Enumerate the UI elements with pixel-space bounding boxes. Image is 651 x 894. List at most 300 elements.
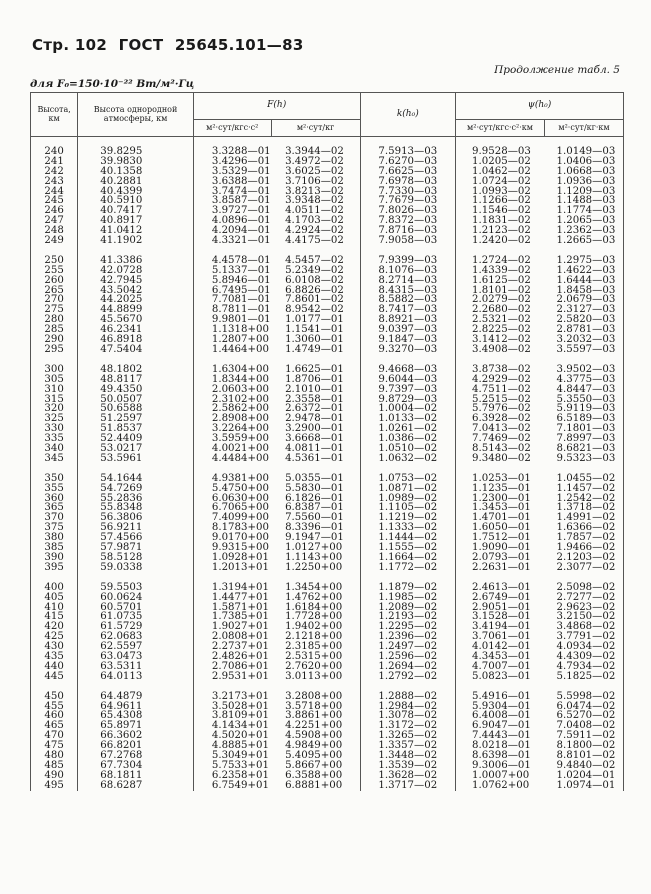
table-cell: 335	[31, 434, 78, 444]
table-cell: 5.0355—01	[271, 474, 360, 484]
table-cell: 1.2250+00	[271, 563, 360, 573]
table-cell: 295	[31, 345, 78, 355]
table-cell: 1.6304+00	[193, 365, 271, 375]
table-cell: 1.0462—02	[456, 167, 545, 177]
table-cell: 2.9623—02	[545, 603, 624, 613]
table-cell: 3.2173+01	[193, 692, 271, 702]
table-cell: 5.7976—02	[456, 404, 545, 414]
table-cell: 1.3453—01	[456, 503, 545, 513]
table-cell: 1.1333—02	[360, 523, 456, 533]
table-cell: 8.1800—02	[545, 741, 624, 751]
table-cell: 1.2596—02	[360, 652, 456, 662]
table-cell: 1.7512—01	[456, 533, 545, 543]
table-cell: 4.0934—02	[545, 642, 624, 652]
table-cell: 445	[31, 672, 78, 682]
table-cell: 7.5913—03	[360, 147, 456, 157]
table-cell: 40.7417	[78, 206, 194, 216]
table-cell: 7.5911—02	[545, 731, 624, 741]
table-cell: 1.0724—02	[456, 177, 545, 187]
table-cell: 67.7304	[78, 761, 194, 771]
table-cell: 1.0993—02	[456, 187, 545, 197]
table-cell: 2.1203—02	[545, 553, 624, 563]
table-cell: 3.5959+00	[193, 434, 271, 444]
table-cell: 425	[31, 632, 78, 642]
table-cell: 64.4879	[78, 692, 194, 702]
table-cell: 6.0108—02	[271, 276, 360, 286]
col-height: Высота, км	[31, 93, 78, 137]
table-cell: 50.6588	[78, 404, 194, 414]
table-cell: 7.1801—03	[545, 424, 624, 434]
table-cell: 4.7511—02	[456, 385, 545, 395]
table-cell: 3.5597—03	[545, 345, 624, 355]
table-cell: 6.8881+00	[271, 781, 360, 791]
table-header	[31, 93, 624, 137]
table-cell: 57.4566	[78, 533, 194, 543]
table-cell: 1.9466—02	[545, 543, 624, 553]
table-cell: 350	[31, 474, 78, 484]
table-cell: 3.8738—02	[456, 365, 545, 375]
table-cell: 8.6821—03	[545, 444, 624, 454]
table-cell: 9.0397—03	[360, 325, 456, 335]
page-header	[32, 36, 310, 54]
table-cell: 1.3718—02	[545, 503, 624, 513]
table-cell: 56.9211	[78, 523, 194, 533]
table-cell: 9.9528—03	[456, 147, 545, 157]
table-cell: 56.3806	[78, 513, 194, 523]
col-psi: ψ(h₀)	[456, 93, 624, 120]
table-cell: 3.9502—03	[545, 365, 624, 375]
table-cell: 9.3006—01	[456, 761, 545, 771]
table-cell: 8.5143—02	[456, 444, 545, 454]
table-cell: 3.6025—02	[271, 167, 360, 177]
table-cell: 4.0511—02	[271, 206, 360, 216]
table-cell: 8.6398—01	[456, 751, 545, 761]
table-cell: 6.7495—01	[193, 286, 271, 296]
table-cell: 6.2358+01	[193, 771, 271, 781]
table-body	[31, 137, 624, 791]
table-cell: 7.7679—03	[360, 196, 456, 206]
table-cell: 4.9849+00	[271, 741, 360, 751]
table-cell: 7.0413—02	[456, 424, 545, 434]
table-cell: 242	[31, 167, 78, 177]
table-cell: 54.7269	[78, 484, 194, 494]
table-cell: 2.0679—03	[545, 295, 624, 305]
table-cell: 8.7417—03	[360, 305, 456, 315]
table-cell: 6.8387—01	[271, 503, 360, 513]
table-cell: 310	[31, 385, 78, 395]
table-row	[31, 563, 624, 573]
table-cell: 1.0668—03	[545, 167, 624, 177]
table-cell: 46.2341	[78, 325, 194, 335]
table-cell: 9.3270—03	[360, 345, 456, 355]
table-cell: 5.2515—02	[456, 395, 545, 405]
table-cell: 3.5329—01	[193, 167, 271, 177]
table-cell: 3.3944—02	[271, 147, 360, 157]
table-cell: 49.4350	[78, 385, 194, 395]
table-cell: 8.7811—01	[193, 305, 271, 315]
table-cell: 48.8117	[78, 375, 194, 385]
table-cell: 7.8601—02	[271, 295, 360, 305]
table-cell: 2.5820—03	[545, 315, 624, 325]
table-cell: 1.1664—02	[360, 553, 456, 563]
table-cell: 1.0204—01	[545, 771, 624, 781]
table-cell: 1.0632—02	[360, 454, 456, 464]
table-cell: 1.1235—01	[456, 484, 545, 494]
table-cell: 9.3480—02	[456, 454, 545, 464]
table-cell: 1.9402+00	[271, 622, 360, 632]
table-cell: 4.0021+00	[193, 444, 271, 454]
col-F-unit1: м²·сут/кгс·с²	[193, 120, 271, 137]
table-cell: 255	[31, 266, 78, 276]
table-cell: 54.1644	[78, 474, 194, 484]
table-cell: 325	[31, 414, 78, 424]
table-cell: 67.2768	[78, 751, 194, 761]
table-cell: 62.0683	[78, 632, 194, 642]
table-cell: 66.8201	[78, 741, 194, 751]
table-cell: 1.0455—02	[545, 474, 624, 484]
table-cell: 1.2542—02	[545, 494, 624, 504]
table-cell: 1.1209—03	[545, 187, 624, 197]
table-cell: 2.9531+01	[193, 672, 271, 682]
table-cell: 1.3265—02	[360, 731, 456, 741]
table-cell: 1.1444—02	[360, 533, 456, 543]
table-cell: 3.4194—01	[456, 622, 545, 632]
table-cell: 4.3775—03	[545, 375, 624, 385]
table-cell: 44.2025	[78, 295, 194, 305]
table-cell: 245	[31, 196, 78, 206]
table-cell: 2.9051—01	[456, 603, 545, 613]
table-cell: 290	[31, 335, 78, 345]
table-cell: 61.0735	[78, 612, 194, 622]
table-cell: 6.5270—02	[545, 711, 624, 721]
table-cell: 5.1337—01	[193, 266, 271, 276]
table-cell: 1.2123—02	[456, 226, 545, 236]
table-cell: 1.2807+00	[193, 335, 271, 345]
table-cell: 410	[31, 603, 78, 613]
table-cell: 65.4308	[78, 711, 194, 721]
table-cell: 270	[31, 295, 78, 305]
continuation-note: Продолжение табл. 5	[494, 64, 620, 76]
table-cell: 1.2295—02	[360, 622, 456, 632]
table-cell: 3.5028+01	[193, 702, 271, 712]
table-cell: 1.2089—02	[360, 603, 456, 613]
table-cell: 1.0149—03	[545, 147, 624, 157]
table-cell: 1.6444—03	[545, 276, 624, 286]
table-cell: 305	[31, 375, 78, 385]
standard-number: 25645.101—83	[174, 36, 304, 54]
table-cell: 1.0936—03	[545, 177, 624, 187]
table-cell: 2.6749—01	[456, 593, 545, 603]
table-cell: 3.7474—01	[193, 187, 271, 197]
condition-label: для F₀=150·10⁻²² Вт/м²·Гц	[30, 78, 195, 90]
table-cell: 1.6125—02	[456, 276, 545, 286]
table-cell: 3.8861+00	[271, 711, 360, 721]
table-cell: 1.2193—02	[360, 612, 456, 622]
table-cell: 7.7081—01	[193, 295, 271, 305]
table-cell: 1.1985—02	[360, 593, 456, 603]
table-cell: 6.3928—02	[456, 414, 545, 424]
table-cell: 42.7945	[78, 276, 194, 286]
table-cell: 4.7934—02	[545, 662, 624, 672]
table-cell: 8.1783+00	[193, 523, 271, 533]
table-cell: 1.0762+00	[456, 781, 545, 791]
table-cell: 4.4484+00	[193, 454, 271, 464]
table-cell: 8.9542—02	[271, 305, 360, 315]
table-row	[31, 345, 624, 355]
table-cell: 60.0624	[78, 593, 194, 603]
table-cell: 1.3078—02	[360, 711, 456, 721]
table-cell: 1.0261—02	[360, 424, 456, 434]
table-cell: 2.5862+00	[193, 404, 271, 414]
table-cell: 435	[31, 652, 78, 662]
table-cell: 1.1457—02	[545, 484, 624, 494]
table-cell: 53.5961	[78, 454, 194, 464]
table-cell: 9.9315+00	[193, 543, 271, 553]
table-cell: 8.3396—01	[271, 523, 360, 533]
table-cell: 5.2349—02	[271, 266, 360, 276]
table-cell: 1.4991—02	[545, 513, 624, 523]
table-cell: 1.0871—02	[360, 484, 456, 494]
table-cell: 1.1546—02	[456, 206, 545, 216]
col-F: F(h)	[193, 93, 360, 120]
table-cell: 53.0217	[78, 444, 194, 454]
table-cell: 360	[31, 494, 78, 504]
table-cell: 1.0753—02	[360, 474, 456, 484]
table-cell: 4.5020+01	[193, 731, 271, 741]
table-cell: 1.0253—01	[456, 474, 545, 484]
table-cell: 4.2251+00	[271, 721, 360, 731]
table-cell: 9.7397—03	[360, 385, 456, 395]
table-cell: 1.0928+01	[193, 553, 271, 563]
table-cell: 9.4668—03	[360, 365, 456, 375]
table-cell: 1.3448—02	[360, 751, 456, 761]
table-cell: 1.2694—02	[360, 662, 456, 672]
table-cell: 8.5882—03	[360, 295, 456, 305]
table-cell: 6.7065+00	[193, 503, 271, 513]
table-cell: 1.3717—02	[360, 781, 456, 791]
table-row	[31, 454, 624, 464]
table-cell: 340	[31, 444, 78, 454]
table-cell: 41.0412	[78, 226, 194, 236]
table-cell: 2.3127—03	[545, 305, 624, 315]
table-cell: 7.0408—02	[545, 721, 624, 731]
table-cell: 40.1358	[78, 167, 194, 177]
table-cell: 8.8921—03	[360, 315, 456, 325]
table-cell: 2.0793—01	[456, 553, 545, 563]
table-cell: 8.0218—01	[456, 741, 545, 751]
table-cell: 9.0170+00	[193, 533, 271, 543]
table-cell: 1.2420—02	[456, 236, 545, 246]
table-cell: 415	[31, 612, 78, 622]
table-cell: 6.3588+00	[271, 771, 360, 781]
table-cell: 1.0127+00	[271, 543, 360, 553]
table-cell: 241	[31, 157, 78, 167]
table-cell: 48.1802	[78, 365, 194, 375]
table-cell: 475	[31, 741, 78, 751]
table-cell: 1.6184+00	[271, 603, 360, 613]
table-cell: 4.1434+01	[193, 721, 271, 731]
table-cell: 2.0808+01	[193, 632, 271, 642]
table-cell: 3.6388—01	[193, 177, 271, 187]
table-cell: 1.2362—03	[545, 226, 624, 236]
table-cell: 68.1811	[78, 771, 194, 781]
table-cell: 4.5361—01	[271, 454, 360, 464]
table-cell: 5.8667+00	[271, 761, 360, 771]
table-cell: 9.8729—03	[360, 395, 456, 405]
table-cell: 2.2680—02	[456, 305, 545, 315]
table-cell: 365	[31, 503, 78, 513]
col-psi-unit1: м²·сут/кгс·с²·км	[456, 120, 545, 137]
table-cell: 52.4409	[78, 434, 194, 444]
table-cell: 280	[31, 315, 78, 325]
table-cell: 42.0728	[78, 266, 194, 276]
table-cell: 4.0811—01	[271, 444, 360, 454]
table-cell: 5.9304—01	[456, 702, 545, 712]
table-cell: 240	[31, 147, 78, 157]
table-cell: 3.9348—02	[271, 196, 360, 206]
table-cell: 1.2300—01	[456, 494, 545, 504]
table-cell: 7.6625—03	[360, 167, 456, 177]
table-cell: 4.3321—01	[193, 236, 271, 246]
table-cell: 320	[31, 404, 78, 414]
table-cell: 6.8826—02	[271, 286, 360, 296]
table-cell: 1.1555—02	[360, 543, 456, 553]
table-cell: 1.0133—02	[360, 414, 456, 424]
table-cell: 430	[31, 642, 78, 652]
table-cell: 495	[31, 781, 78, 791]
table-cell: 395	[31, 563, 78, 573]
table-cell: 8.4315—03	[360, 286, 456, 296]
table-cell: 68.6287	[78, 781, 194, 791]
table-cell: 1.1318+00	[193, 325, 271, 335]
table-cell: 5.3049+01	[193, 751, 271, 761]
table-cell: 250	[31, 256, 78, 266]
table-cell: 47.5404	[78, 345, 194, 355]
table-cell: 64.0113	[78, 672, 194, 682]
table-cell: 39.9830	[78, 157, 194, 167]
table-cell: 450	[31, 692, 78, 702]
table-cell: 5.0823—01	[456, 672, 545, 682]
table-cell: 64.9611	[78, 702, 194, 712]
standard-label: ГОСТ	[118, 36, 164, 54]
table-cell: 244	[31, 187, 78, 197]
table-cell: 1.2013+01	[193, 563, 271, 573]
table-cell: 41.1902	[78, 236, 194, 246]
table-cell: 1.7385+01	[193, 612, 271, 622]
table-cell: 390	[31, 553, 78, 563]
table-cell: 7.6978—03	[360, 177, 456, 187]
table-cell: 46.8918	[78, 335, 194, 345]
table-cell: 1.9090—01	[456, 543, 545, 553]
table-cell: 1.7728+00	[271, 612, 360, 622]
table-cell: 6.7549+01	[193, 781, 271, 791]
table-cell: 45.5670	[78, 315, 194, 325]
table-cell: 7.6270—03	[360, 157, 456, 167]
table-cell: 4.5908+00	[271, 731, 360, 741]
table-cell: 249	[31, 236, 78, 246]
table-cell: 1.4622—03	[545, 266, 624, 276]
table-cell: 9.1947—01	[271, 533, 360, 543]
table-cell: 246	[31, 206, 78, 216]
table-cell: 2.7086+01	[193, 662, 271, 672]
table-cell: 8.8101—02	[545, 751, 624, 761]
table-cell: 1.6625—01	[271, 365, 360, 375]
table-cell: 1.1541—01	[271, 325, 360, 335]
table-cell: 1.6366—02	[545, 523, 624, 533]
table-cell: 4.3453—01	[456, 652, 545, 662]
table-cell: 1.8706—01	[271, 375, 360, 385]
table-cell: 3.8213—02	[271, 187, 360, 197]
table-cell: 1.1879—02	[360, 583, 456, 593]
table-cell: 4.1703—02	[271, 216, 360, 226]
table-cell: 1.4339—02	[456, 266, 545, 276]
table-cell: 5.8946—01	[193, 276, 271, 286]
table-cell: 7.5560—01	[271, 513, 360, 523]
table-cell: 2.4613—01	[456, 583, 545, 593]
table-cell: 1.0177—01	[271, 315, 360, 325]
table-cell: 1.1143+00	[271, 553, 360, 563]
table-cell: 3.1528—01	[456, 612, 545, 622]
table-cell: 1.7857—02	[545, 533, 624, 543]
table-cell: 2.8781—03	[545, 325, 624, 335]
col-k: k(h₀)	[360, 93, 456, 137]
table-cell: 58.5128	[78, 553, 194, 563]
table-cell: 1.1219—02	[360, 513, 456, 523]
table-cell: 1.4701—01	[456, 513, 545, 523]
table-cell: 465	[31, 721, 78, 731]
table-cell: 40.5910	[78, 196, 194, 206]
table-cell: 1.0386—02	[360, 434, 456, 444]
table-cell: 40.2881	[78, 177, 194, 187]
table-cell: 5.5830—01	[271, 484, 360, 494]
table-cell: 460	[31, 711, 78, 721]
col-homogeneous-height: Высота однородной атмосферы, км	[78, 93, 194, 137]
table-cell: 440	[31, 662, 78, 672]
table-cell: 1.6050—01	[456, 523, 545, 533]
table-cell: 275	[31, 305, 78, 315]
table-cell: 6.1826—01	[271, 494, 360, 504]
table-cell: 4.0896—01	[193, 216, 271, 226]
table-cell: 2.0603+00	[193, 385, 271, 395]
table-cell: 1.2396—02	[360, 632, 456, 642]
col-F-unit2: м²·сут/кг	[271, 120, 360, 137]
table-cell: 59.5503	[78, 583, 194, 593]
table-row	[31, 236, 624, 246]
table-cell: 5.4095+00	[271, 751, 360, 761]
table-cell: 2.1010—01	[271, 385, 360, 395]
table-cell: 2.1218+00	[271, 632, 360, 642]
table-cell: 2.8908+00	[193, 414, 271, 424]
table-cell: 4.8447—03	[545, 385, 624, 395]
table-cell: 8.1076—03	[360, 266, 456, 276]
table-cell: 1.1266—02	[456, 196, 545, 206]
table-cell: 1.1772—02	[360, 563, 456, 573]
table-cell: 1.0007+00	[456, 771, 545, 781]
table-cell: 2.3102+00	[193, 395, 271, 405]
table-row	[31, 672, 624, 682]
table-cell: 1.1774—03	[545, 206, 624, 216]
col-psi-unit2: м²·сут/кг·км	[545, 120, 624, 137]
table-cell: 490	[31, 771, 78, 781]
table-cell: 1.4749—01	[271, 345, 360, 355]
table-cell: 370	[31, 513, 78, 523]
table-cell: 55.8348	[78, 503, 194, 513]
table-cell: 248	[31, 226, 78, 236]
table-cell: 2.3558—01	[271, 395, 360, 405]
table-cell: 43.5042	[78, 286, 194, 296]
table-cell: 1.1831—02	[456, 216, 545, 226]
table-cell: 7.9058—03	[360, 236, 456, 246]
